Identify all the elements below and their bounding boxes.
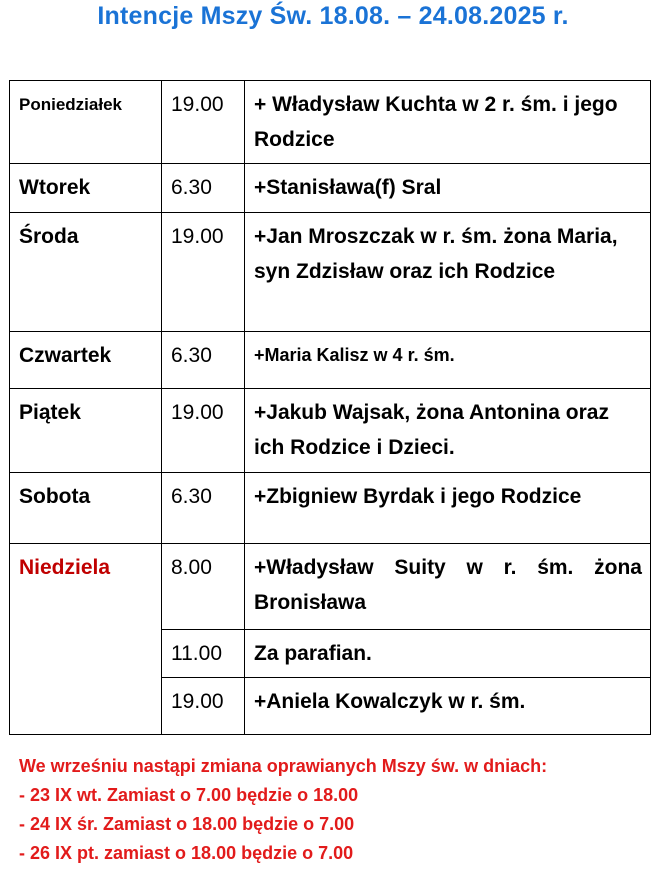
day-cell-sunday: Niedziela — [10, 544, 162, 735]
intention-cell: +Stanisława(f) Sral — [245, 164, 651, 213]
table-row — [10, 473, 651, 544]
day-cell: Poniedziałek — [10, 81, 162, 164]
time-cell: 6.30 — [162, 164, 245, 213]
time-cell: 19.00 — [162, 81, 245, 164]
notice-line: - 23 IX wt. Zamiast o 7.00 będzie o 18.00 — [19, 785, 359, 805]
intention-cell: +Aniela Kowalczyk w r. śm. — [245, 678, 651, 735]
day-cell: Sobota — [10, 473, 162, 544]
intention-cell: +Zbigniew Byrdak i jego Rodzice — [245, 473, 651, 544]
intention-cell: +Jan Mroszczak w r. śm. żona Maria, syn Zdzisław oraz ich Rodzice — [245, 213, 651, 332]
table-row — [10, 389, 651, 473]
table-row — [10, 332, 651, 389]
time-cell: 8.00 — [162, 544, 245, 630]
table-row — [10, 164, 651, 213]
table-row — [10, 544, 651, 630]
intention-cell: +Jakub Wajsak, żona Antonina oraz ich Rodzice i Dzieci. — [245, 389, 651, 473]
day-cell: Czwartek — [10, 332, 162, 389]
time-cell: 19.00 — [162, 678, 245, 735]
mass-intentions-table — [9, 80, 651, 735]
table-row — [10, 81, 651, 164]
day-cell: Środa — [10, 213, 162, 332]
intention-cell: Za parafian. — [245, 630, 651, 678]
intention-cell: + Władysław Kuchta w 2 r. śm. i jego Rodzice — [245, 81, 651, 164]
table-row — [10, 213, 651, 332]
time-cell: 19.00 — [162, 213, 245, 332]
day-cell: Piątek — [10, 389, 162, 473]
notice-line: - 24 IX śr. Zamiast o 18.00 będzie o 7.00 — [19, 814, 355, 834]
notice-line: - 26 IX pt. zamiast o 18.00 będzie o 7.00 — [19, 843, 354, 863]
time-cell: 6.30 — [162, 473, 245, 544]
time-cell: 6.30 — [162, 332, 245, 389]
intention-cell: +Władysław Suity w r. śm. żona Bronisława — [245, 544, 651, 630]
day-cell: Wtorek — [10, 164, 162, 213]
september-notice — [19, 752, 547, 868]
page-title: Intencje Mszy Św. 18.08. – 24.08.2025 r. — [97, 2, 569, 30]
notice-line: We wrześniu nastąpi zmiana oprawianych Mszy św. w dniach: — [19, 756, 548, 776]
time-cell: 19.00 — [162, 389, 245, 473]
time-cell: 11.00 — [162, 630, 245, 678]
intention-cell: +Maria Kalisz w 4 r. śm. — [245, 332, 651, 389]
